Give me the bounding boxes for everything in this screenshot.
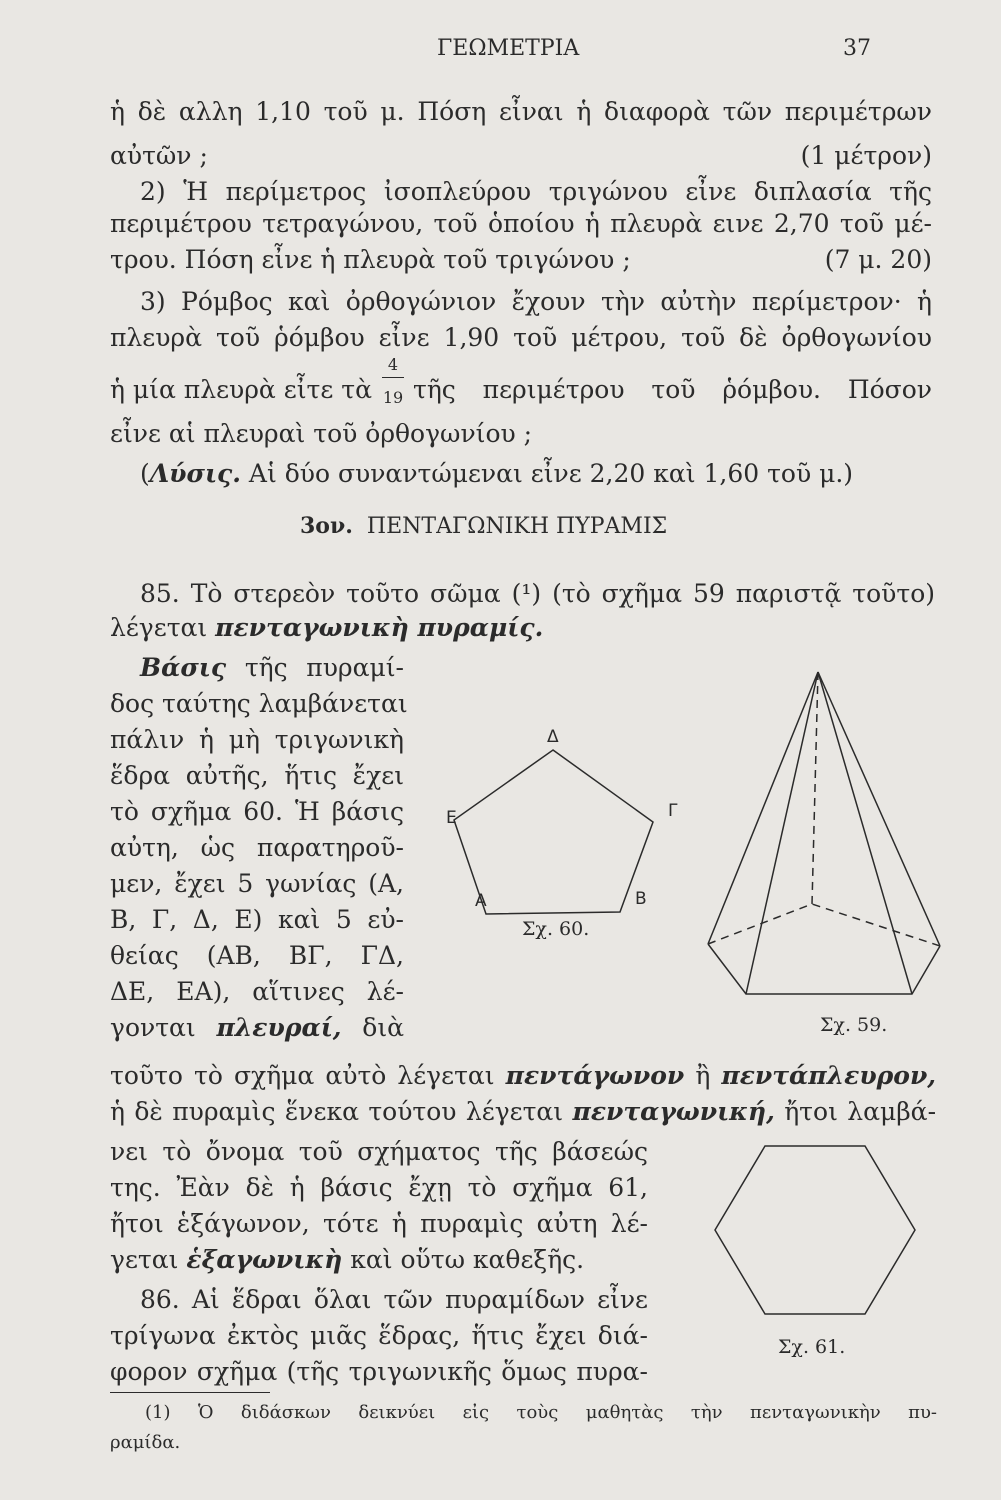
column-line-3: πάλιν ἡ μὴ τριγωνικὴ (110, 725, 404, 754)
hexagon-shape (715, 1146, 915, 1314)
figure-59-caption: Σχ. 59. (820, 1014, 888, 1036)
pyramid-edge (746, 672, 818, 994)
text-line-6: 3) Ρόμβος καὶ ὀρθογώνιον ἔχουν τὴν αὐτὴν περίμετρον· ἡ (140, 287, 932, 316)
text-line-2: αὐτῶν ; (1 μέτρον) (110, 141, 932, 170)
text-line-5: τρου. Πόση εἶνε ἡ πλευρὰ τοῦ τριγώνου ; (7 μ. 20) (110, 245, 932, 274)
hex-column-line-2: της. Ἐὰν δὲ ἡ βάσις ἔχῃ τὸ σχῆμα 61, (110, 1173, 648, 1202)
wide-line-2: ἡ δὲ πυραμὶς ἕνεκα τούτου λέγεται πενταγωνική, ἤτοι λαμβά- (110, 1097, 937, 1126)
column-line-10: ΔΕ, ΕΑ), αἵτινες λέ- (110, 977, 404, 1006)
figure-59-pyramid (690, 660, 960, 1000)
text-line-8a: ἡ μία πλευρὰ εἶτε τὰ (110, 375, 372, 404)
pyramid-hidden-edge (812, 672, 818, 904)
column-line-11: γονται πλευραί, διὰ (110, 1013, 405, 1042)
fraction-denominator: 19 (382, 388, 404, 407)
vertex-label-D: Δ (547, 727, 559, 747)
footnote-line-2: ραμίδα. (110, 1432, 181, 1453)
pentagon-shape (454, 750, 653, 914)
figure-60-pentagon (420, 720, 680, 950)
hex-column-line-3: ἤτοι ἑξάγωνον, τότε ἡ πυραμὶς αὐτη λέ- (110, 1209, 648, 1238)
column-line-2: δος ταύτης λαμβάνεται (110, 689, 408, 718)
pyramid-edge (708, 672, 818, 944)
text-line-3: 2) Ἡ περίμετρος ἰσοπλεύρου τριγώνου εἶνε διπλασία τῆς (140, 177, 932, 206)
text-line-8b: τῆς περιμέτρου τοῦ ῥόμβου. Πόσον (413, 375, 932, 404)
hex-column-line-7: φορον σχῆμα (τῆς τριγωνικῆς ὅμως πυρα- (110, 1357, 648, 1386)
pyramid-edge (818, 672, 940, 946)
footnote-line-1: (1) Ὁ διδάσκων δεικνύει εἰς τοὺς μαθητὰς τὴν πενταγωνικὴν πυ- (145, 1402, 937, 1423)
fraction-numerator: 4 (387, 355, 399, 374)
vertex-label-G: Γ (668, 801, 678, 821)
hex-column-line-1: νει τὸ ὄνομα τοῦ σχήματος τῆς βάσεώς (110, 1137, 648, 1166)
pyramid-base-hidden (708, 904, 940, 946)
column-line-6: αὐτη, ὡς παρατηροῦ- (110, 833, 404, 862)
hex-column-line-5: 86. Αἱ ἕδραι ὅλαι τῶν πυραμίδων εἶνε (140, 1285, 648, 1314)
column-line-4: ἕδρα αὐτῆς, ἥτις ἔχει (110, 761, 404, 790)
hex-column-line-6: τρίγωνα ἐκτὸς μιᾶς ἕδρας, ἥτις ἔχει διά- (110, 1321, 648, 1350)
text-line-1: ἡ δὲ αλλη 1,10 τοῦ μ. Πόση εἶναι ἡ διαφορὰ τῶν περιμέτρων (110, 97, 932, 126)
text-line-10: (Λύσις. Αἱ δύο συναντώμεναι εἶνε 2,20 καὶ 1,60 τοῦ μ.) (140, 459, 854, 488)
wide-line-1: τοῦτο τὸ σχῆμα αὐτὸ λέγεται πεντάγωνον ἢ πεντάπλευρον, (110, 1061, 937, 1090)
vertex-label-E: Ε (446, 808, 457, 828)
text-line-9: εἶνε αἱ πλευραὶ τοῦ ὀρθογωνίου ; (110, 419, 533, 448)
vertex-label-B: Β (635, 889, 647, 909)
page-number: 37 (843, 36, 871, 61)
paragraph-85-line-1: 85. Τὸ στερεὸν τοῦτο σῶμα (¹) (τὸ σχῆμα 59 παριστᾷ τοῦτο) (140, 579, 935, 608)
section-heading: 3ον. ΠΕΝΤΑΓΩΝΙΚΗ ΠΥΡΑΜΙΣ (300, 513, 668, 539)
fraction-bar (382, 377, 404, 378)
paragraph-85-line-2: λέγεται πενταγωνικὴ πυραμίς. (110, 613, 544, 642)
running-header-title: ΓΕΩΜΕΤΡΙΑ (437, 36, 580, 61)
figure-61-caption: Σχ. 61. (778, 1336, 846, 1358)
figure-60-caption: Σχ. 60. (522, 918, 590, 940)
column-line-7: μεν, ἔχει 5 γωνίας (Α, (110, 869, 404, 898)
footnote-rule (110, 1392, 270, 1393)
column-line-1: Βάσις τῆς πυραμί- (140, 653, 405, 682)
column-line-8: Β, Γ, Δ, Ε) καὶ 5 εὐ- (110, 905, 404, 934)
text-line-7: πλευρὰ τοῦ ῥόμβου εἶνε 1,90 τοῦ μέτρου, τοῦ δὲ ὀρθογωνίου (110, 323, 932, 352)
vertex-label-A: Α (475, 891, 487, 911)
figure-61-hexagon (690, 1130, 940, 1340)
hex-column-line-4: γεται ἑξαγωνικὴ καὶ οὕτω καθεξῆς. (110, 1245, 585, 1274)
pyramid-edge (818, 672, 912, 994)
text-line-4: περιμέτρου τετραγώνου, τοῦ ὁποίου ἡ πλευρὰ εινε 2,70 τοῦ μέ- (110, 209, 932, 238)
column-line-9: θείας (ΑΒ, ΒΓ, ΓΔ, (110, 941, 404, 970)
column-line-5: τὸ σχῆμα 60. Ἡ βάσις (110, 797, 404, 826)
